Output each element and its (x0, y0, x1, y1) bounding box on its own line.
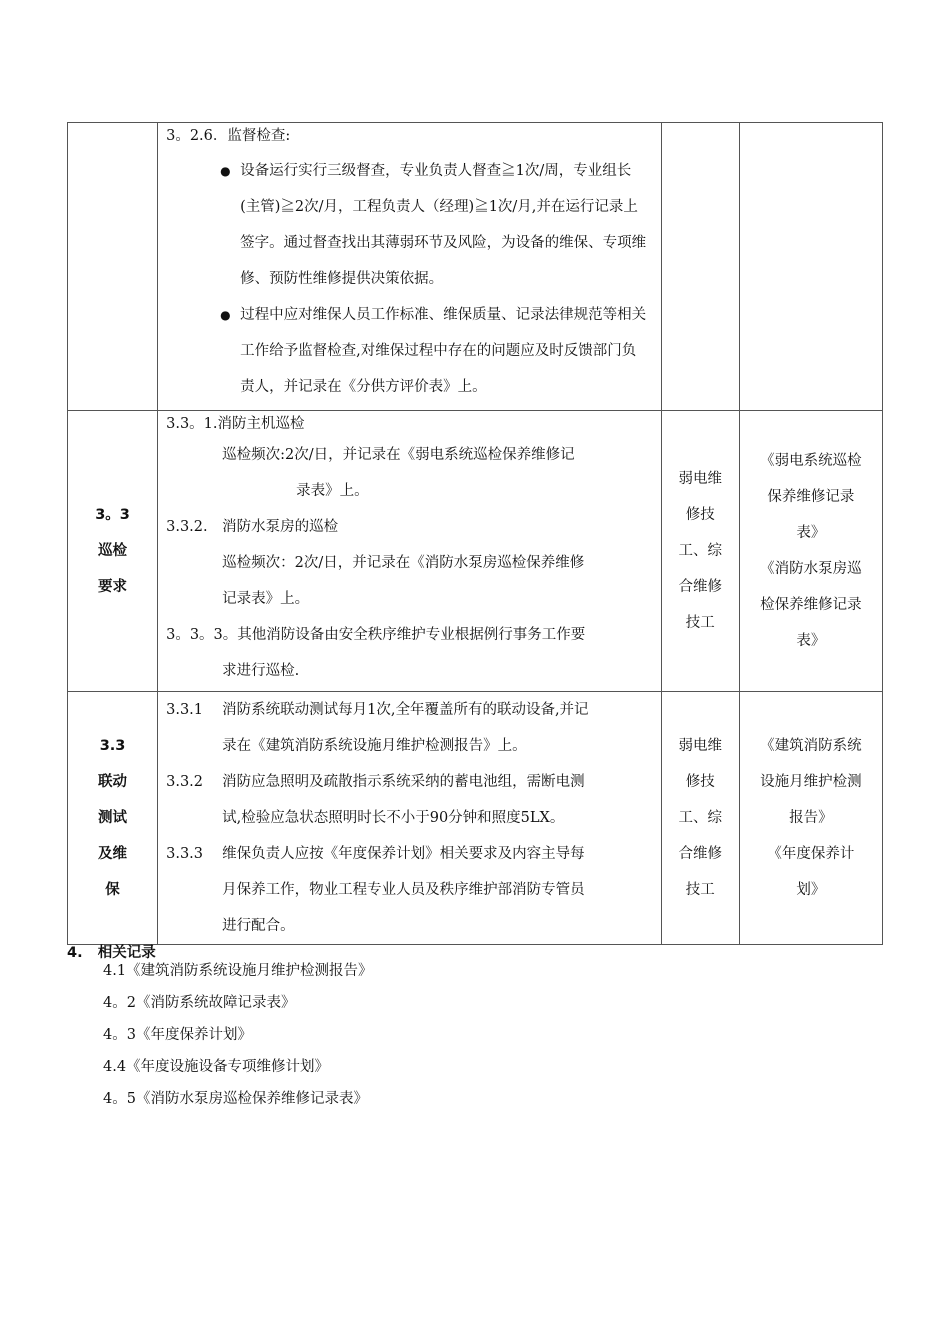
staff-line: 技工 (685, 615, 715, 631)
inspection-content (158, 411, 662, 692)
item-number: 3.3.1 (166, 702, 204, 718)
supervision-heading: 3。2.6．监督检查: (166, 128, 291, 144)
staff-line: 修技 (685, 507, 715, 523)
staff-line: 弱电维 (678, 471, 723, 487)
item-text: 消防水泵房的巡检 (222, 519, 339, 535)
record-line: 《消防水泵房巡 (760, 561, 862, 577)
record-line: 表》 (796, 525, 826, 541)
text-line: 录在《建筑消防系统设施月维护检测报告》上。 (222, 738, 527, 754)
maintenance-table (67, 122, 883, 945)
label-line: 联动 (98, 774, 128, 790)
label-line: 巡检 (98, 543, 128, 559)
label-line: 保 (105, 882, 120, 898)
text-line: 3。3。3。其他消防设备由安全秩序维护专业根据例行事务工作要 (166, 627, 586, 643)
bullet-text: 设备运行实行三级督查，专业负责人督查≧1次/周，专业组长(主管)≧2次/月，工程负责人（经理)≧1次/月,并在运行记录上签字。通过督查找出其薄弱环节及风险，为设备的维保、专项维修、预防性维修提供决策依据。 (240, 163, 647, 287)
staff-line: 工、综 (678, 543, 723, 559)
text-line: 记录表》上。 (222, 591, 310, 607)
label-line: 测试 (98, 810, 128, 826)
list-item: 4。2《消防系统故障记录表》 (103, 995, 296, 1011)
record-line: 划》 (796, 882, 826, 898)
item-text (222, 836, 649, 944)
text-line: 巡检频次:2次/日，并记录在《弱电系统巡检保养维修记 (222, 447, 575, 463)
text-line: 录表》上。 (296, 483, 369, 499)
text-line: 求进行巡检. (222, 663, 300, 679)
record-line: 报告》 (789, 810, 833, 826)
list-item (166, 764, 649, 836)
text-line: 消防系统联动测试每月1次,全年覆盖所有的联动设备,并记 (222, 702, 589, 718)
item-number: 3.3.3 (166, 846, 204, 862)
record-cell (739, 411, 882, 692)
supervision-content (158, 123, 662, 411)
section-title: 4. 相关记录 (67, 945, 156, 961)
staff-line: 合维修 (678, 846, 723, 862)
staff-line: 技工 (685, 882, 715, 898)
record-list (103, 958, 373, 1118)
label-line: 3。3 (95, 507, 130, 523)
label-line: 3.3 (99, 738, 126, 754)
list-item (166, 509, 649, 545)
row-label (68, 411, 158, 692)
text-line: 巡检频次：2次/日，并记录在《消防水泵房巡检保养维修 (222, 555, 585, 571)
label-line: 要求 (98, 579, 128, 595)
bullet-text: 过程中应对维保人员工作标准、维保质量、记录法律规范等相关工作给予监督检查,对维保过程中存在的问题应及时反馈部门负责人，并记录在《分供方评价表》上。 (240, 307, 647, 395)
table-row (68, 411, 883, 692)
table-row (68, 692, 883, 945)
text-line: 月保养工作，物业工程专业人员及秩序维护部消防专管员 (222, 882, 585, 898)
staff-line: 合维修 (678, 579, 723, 595)
item-text (222, 764, 649, 836)
staff-line: 弱电维 (678, 738, 723, 754)
list-item (166, 836, 649, 944)
staff-cell (661, 692, 739, 945)
row-label (68, 692, 158, 945)
item-number: 3.3.2 (166, 774, 204, 790)
staff-cell (661, 411, 739, 692)
label-line: 及维 (98, 846, 128, 862)
item-text (222, 692, 649, 764)
bullet-icon: ● (220, 164, 231, 178)
list-item: 4。3《年度保养计划》 (103, 1027, 252, 1043)
record-line: 《弱电系统巡检 (760, 453, 862, 469)
text-line: 维保负责人应按《年度保养计划》相关要求及内容主导每 (222, 846, 585, 862)
record-line: 设施月维护检测 (760, 774, 862, 790)
item-number: 3.3.2. (166, 519, 208, 535)
record-line: 表》 (796, 633, 826, 649)
text-line: 消防应急照明及疏散指示系统采纳的蓄电池组，需断电测 (222, 774, 585, 790)
empty-label-cell (68, 123, 158, 411)
list-item: 4.1《建筑消防系统设施月维护检测报告》 (103, 963, 373, 979)
bullet-icon: ● (220, 308, 231, 322)
staff-line: 工、综 (678, 810, 723, 826)
text-line: 3.3。1.消防主机巡检 (166, 416, 305, 432)
empty-record-cell (739, 123, 882, 411)
record-line: 保养维修记录 (767, 489, 855, 505)
text-line: 试,检验应急状态照明时长不小于90分钟和照度5LX。 (222, 810, 565, 826)
staff-line: 修技 (685, 774, 715, 790)
record-line: 《建筑消防系统 (760, 738, 862, 754)
record-cell (739, 692, 882, 945)
list-item (166, 153, 649, 297)
record-line: 《年度保养计 (767, 846, 855, 862)
linkage-test-content (158, 692, 662, 945)
list-item (166, 297, 649, 405)
list-item: 4.4《年度设施设备专项维修计划》 (103, 1059, 330, 1075)
table-row (68, 123, 883, 411)
list-item: 4。5《消防水泵房巡检保养维修记录表》 (103, 1091, 368, 1107)
record-line: 检保养维修记录 (760, 597, 862, 613)
text-line: 进行配合。 (222, 918, 295, 934)
list-item (166, 692, 649, 764)
empty-staff-cell (661, 123, 739, 411)
